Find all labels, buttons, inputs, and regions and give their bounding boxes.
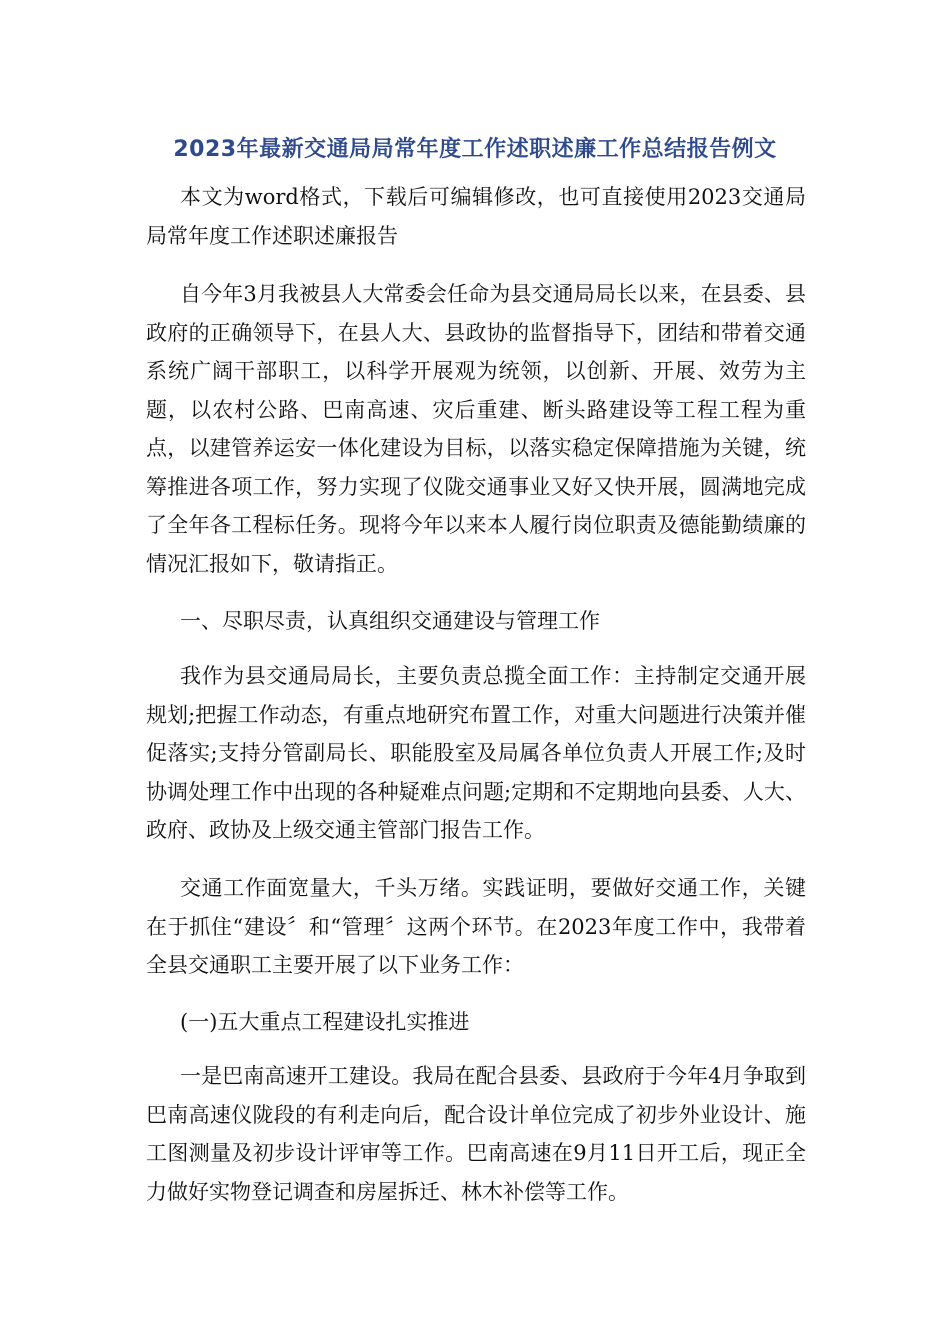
- body-paragraph: 交通工作面宽量大，千头万绪。实践证明，要做好交通工作，关键在于抓住“建设〞和“管理〞这两个环节。在2023年度工作中，我带着全县交通职工主要开展了以下业务工作：: [146, 876, 806, 977]
- body-paragraph: 自今年3月我被县人大常委会任命为县交通局局长以来，在县委、县政府的正确领导下，在县人大、县政协的监督指导下，团结和带着交通系统广阔干部职工，以科学开展观为统领，以创新、开展、效劳为主题，以农村公路、巴南高速、灾后重建、断头路建设等工程工程为重点，以建管养运安一体化建设为目标，以落实稳定保障措施为关键，统筹推进各项工作，努力实现了仪陇交通事业又好又快开展，圆满地完成了全年各工程标任务。现将今年以来本人履行岗位职责及德能勤绩廉的情况汇报如下，敬请指正。: [146, 282, 806, 576]
- intro-paragraph: 本文为word格式，下载后可编辑修改，也可直接使用2023交通局局常年度工作述职述廉报告: [146, 185, 806, 248]
- subsection-heading: (一)五大重点工程建设扎实推进: [180, 1010, 470, 1034]
- section-heading: 一、尽职尽责，认真组织交通建设与管理工作: [180, 609, 600, 633]
- body-paragraph: 一是巴南高速开工建设。我局在配合县委、县政府于今年4月争取到巴南高速仪陇段的有利走向后，配合设计单位完成了初步外业设计、施工图测量及初步设计评审等工作。巴南高速在9月11日开工后，现正全力做好实物登记调查和房屋拆迁、林木补偿等工作。: [146, 1064, 806, 1204]
- body-paragraph: 我作为县交通局局长，主要负责总揽全面工作：主持制定交通开展规划;把握工作动态，有重点地研究布置工作，对重大问题进行决策并催促落实;支持分管副局长、职能股室及局属各单位负责人开展工作;及时协调处理工作中出现的各种疑难点问题;定期和不定期地向县委、人大、政府、政协及上级交通主管部门报告工作。: [146, 664, 806, 842]
- document-title: 2023年最新交通局局常年度工作述职述廉工作总结报告例文: [173, 137, 777, 162]
